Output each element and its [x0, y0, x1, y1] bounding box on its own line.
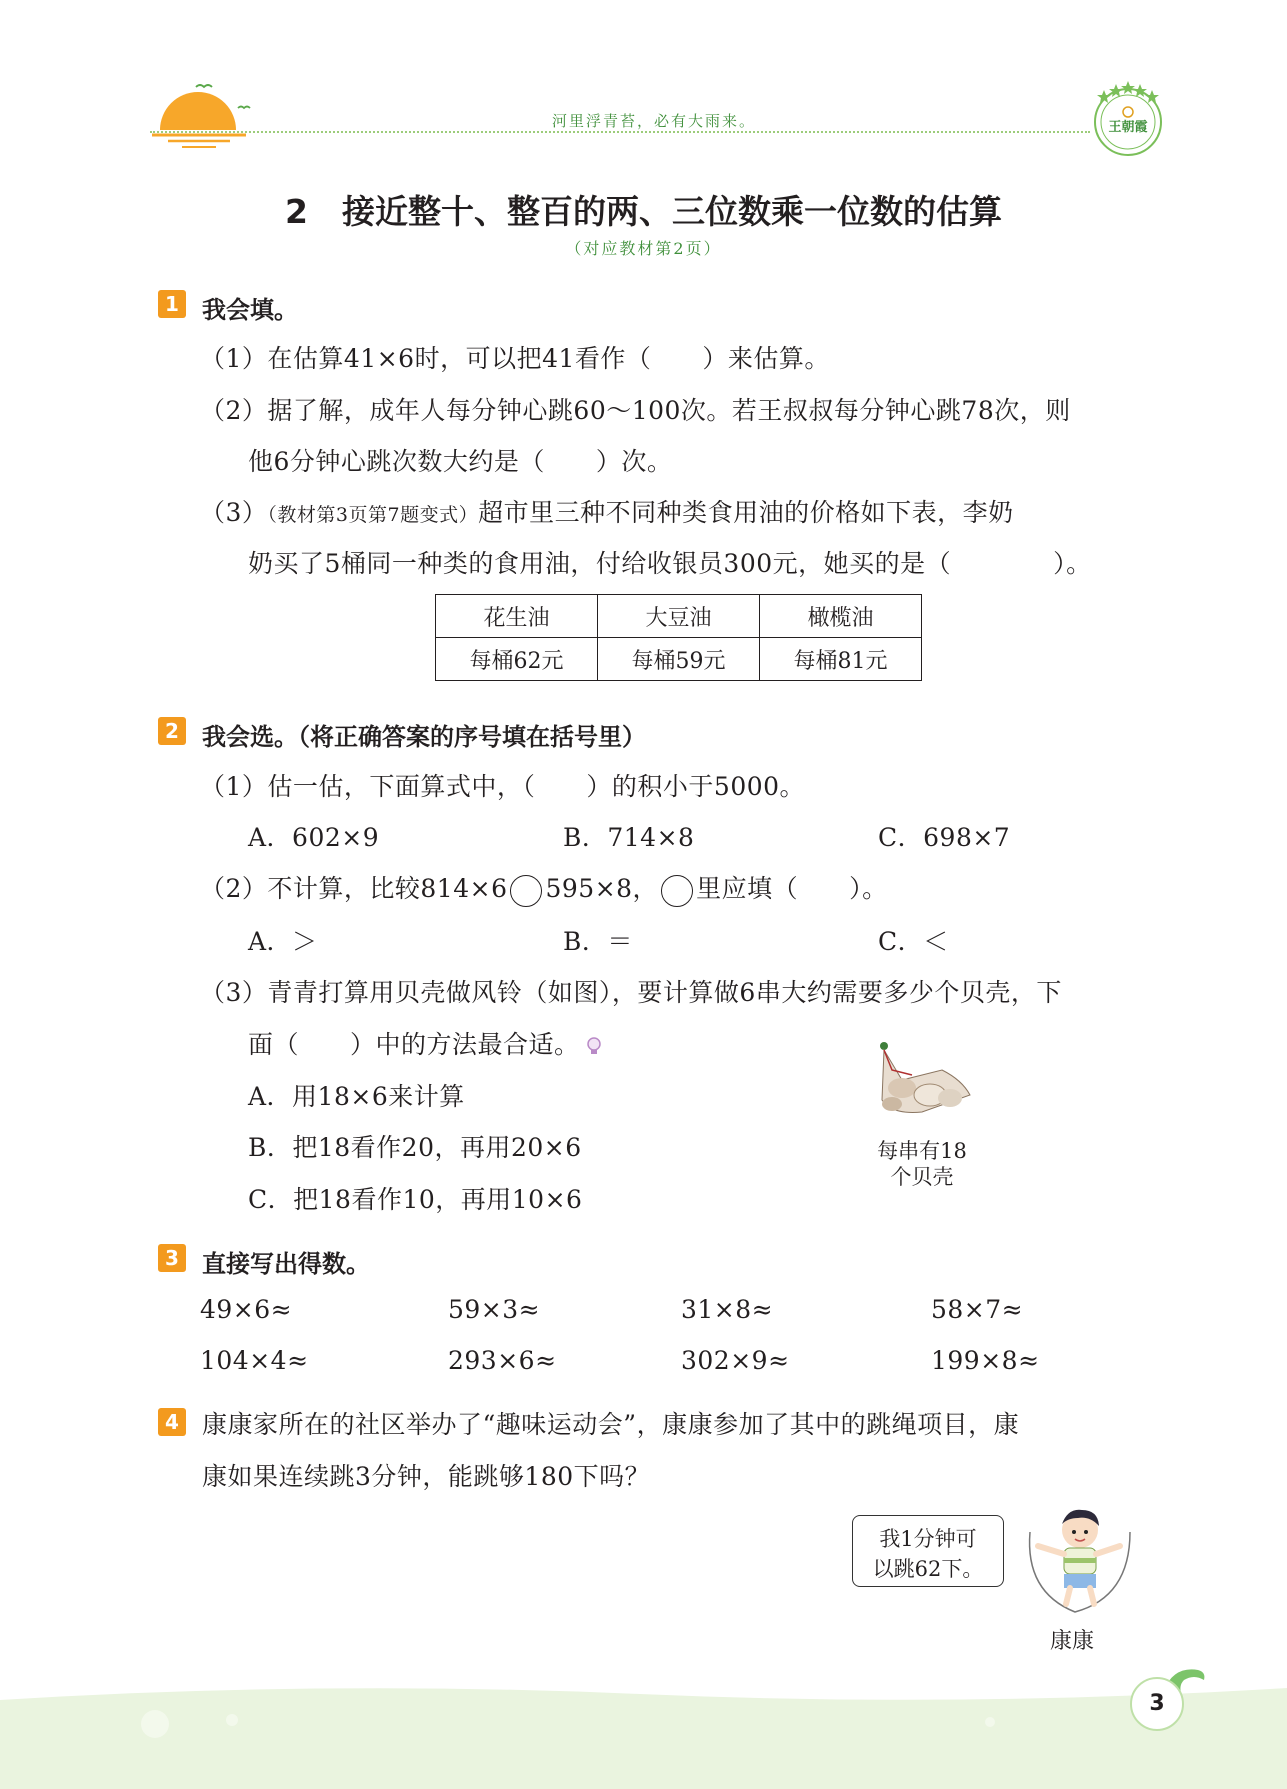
s2-q1-option-b: B．714×8 [563, 823, 695, 852]
s2-question-3-line1: （3）青青打算用贝壳做风铃（如图），要计算做6串大约需要多少个贝壳，下 [200, 978, 1062, 1007]
s3-expression: 49×6≈ [200, 1295, 293, 1324]
s3-expression: 199×8≈ [931, 1346, 1040, 1375]
svg-text:王朝霞: 王朝霞 [1108, 120, 1148, 135]
s2-q2-option-c: C．＜ [878, 927, 949, 956]
lesson-title: 接近整十、整百的两、三位数乘一位数的估算 [341, 192, 1002, 231]
publisher-logo [1088, 76, 1168, 164]
table-cell: 花生油 [436, 595, 598, 638]
section-3-title: 直接写出得数。 [202, 1250, 370, 1278]
header-divider [150, 131, 1090, 133]
section-2-badge: 2 [158, 717, 186, 745]
s2-q2-option-b: B．＝ [563, 927, 633, 956]
table-cell: 每桶59元 [598, 638, 760, 681]
lesson-number: 2 [285, 192, 308, 231]
table-row [436, 638, 922, 681]
compare-circle [661, 875, 693, 907]
table-cell: 每桶81元 [760, 638, 922, 681]
kangkang-character [1020, 1502, 1140, 1622]
shell-windchime-image [862, 1040, 974, 1120]
s3-expression: 302×9≈ [681, 1346, 790, 1375]
section-1-badge: 1 [158, 290, 186, 318]
image-caption: 每串有18 个贝壳 [877, 1139, 967, 1189]
s4-question-line1: 康康家所在的社区举办了“趣味运动会”，康康参加了其中的跳绳项目，康 [202, 1410, 1020, 1439]
s2-question-3-line2: 面（ ）中的方法最合适。 [248, 1025, 604, 1061]
table-cell: 每桶62元 [436, 638, 598, 681]
s2-q3-option-b: B．把18看作20，再用20×6 [248, 1133, 582, 1162]
textbook-reference-note: （教材第3页第7题变式） [267, 504, 479, 526]
s2-q3-option-a: A．用18×6来计算 [248, 1082, 465, 1111]
s3-expression: 104×4≈ [200, 1346, 309, 1375]
page-title [0, 186, 1287, 233]
character-name: 康康 [1050, 1629, 1095, 1654]
s2-q1-option-c: C．698×7 [878, 823, 1011, 852]
s1-question-2-line2: 他6分钟心跳次数大约是（ ）次。 [248, 447, 673, 476]
page-subtitle: （对应教材第2页） [565, 239, 722, 258]
section-4-badge: 4 [158, 1408, 186, 1436]
s2-q1-option-a: A．602×9 [248, 823, 380, 852]
s2-question-1: （1）估一估，下面算式中，（ ）的积小于5000。 [200, 772, 806, 801]
s3-expression: 59×3≈ [448, 1295, 541, 1324]
compare-circle [510, 875, 542, 907]
section-2-title: 我会选。（将正确答案的序号填在括号里） [202, 723, 646, 751]
table-header-row [436, 595, 922, 638]
s1-question-3-line1: （3）（教材第3页第7题变式）超市里三种不同种类食用油的价格如下表，李奶 [200, 498, 1014, 527]
s1-question-2-line1: （2）据了解，成年人每分钟心跳60～100次。若王叔叔每分钟心跳78次，则 [200, 396, 1071, 425]
header-motto: 河里浮青苔，必有大雨来。 [552, 112, 757, 130]
section-1-title: 我会填。 [202, 296, 298, 324]
s4-question-line2: 康如果连续跳3分钟，能跳够180下吗？ [202, 1462, 651, 1491]
s2-q2-option-a: A．＞ [248, 927, 318, 956]
hint-bulb-icon [584, 1036, 604, 1058]
footer-decoration [0, 1680, 1287, 1789]
s2-question-2: （2）不计算，比较814×6 595×8， 里应填（ ）。 [200, 869, 888, 907]
s3-expression: 31×8≈ [681, 1295, 774, 1324]
table-cell: 橄榄油 [760, 595, 922, 638]
s1-question-3-line2: 奶买了5桶同一种类的食用油，付给收银员300元，她买的是（ ）。 [248, 549, 1092, 578]
s3-expression: 293×6≈ [448, 1346, 557, 1375]
speech-bubble: 我1分钟可 以跳62下。 [852, 1515, 1004, 1587]
sunset-decoration [150, 80, 260, 150]
page-number: 3 [1130, 1677, 1184, 1731]
section-3-badge: 3 [158, 1244, 186, 1272]
s1-question-1: （1）在估算41×6时，可以把41看作（ ）来估算。 [200, 344, 830, 373]
oil-price-table [435, 594, 922, 681]
s3-expression: 58×7≈ [931, 1295, 1024, 1324]
table-cell: 大豆油 [598, 595, 760, 638]
s2-q3-option-c: C．把18看作10，再用10×6 [248, 1185, 583, 1214]
